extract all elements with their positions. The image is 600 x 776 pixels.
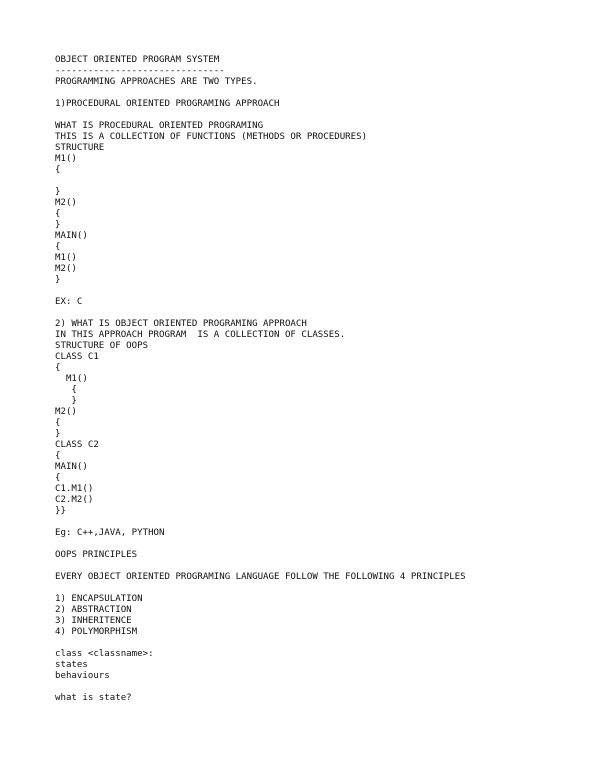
- code-line: }: [55, 275, 61, 285]
- code-line: M1(): [55, 154, 77, 164]
- blank-line: [55, 110, 585, 121]
- document-body: [55, 55, 585, 704]
- blank-line: [55, 682, 585, 693]
- blank-line: [55, 88, 585, 99]
- code-line: CLASS C2: [55, 440, 99, 450]
- code-line: {: [55, 363, 61, 373]
- code-line: }: [55, 220, 61, 230]
- code-line: class <classname>:: [55, 649, 154, 659]
- code-line: M2(): [55, 264, 77, 274]
- blank-line: [55, 539, 585, 550]
- text-line: IN THIS APPROACH PROGRAM IS A COLLECTION OF CLASSES.: [55, 330, 346, 340]
- list-item: 1) ENCAPSULATION: [55, 594, 143, 604]
- blank-line: [55, 517, 585, 528]
- code-line: M2(): [55, 407, 77, 417]
- section-heading-oop: 2) WHAT IS OBJECT ORIENTED PROGRAMING APPROACH: [55, 319, 307, 329]
- doc-title: OBJECT ORIENTED PROGRAM SYSTEM: [55, 55, 220, 65]
- code-line: {: [55, 209, 61, 219]
- list-item: 2) ABSTRACTION: [55, 605, 132, 615]
- text-line: PROGRAMMING APPROACHES ARE TWO TYPES.: [55, 77, 258, 87]
- code-line: C1.M1(): [55, 484, 94, 494]
- code-line: MAIN(): [55, 231, 88, 241]
- blank-line: [55, 561, 585, 572]
- code-line: }}: [55, 506, 66, 516]
- blank-line: [55, 583, 585, 594]
- text-line: EVERY OBJECT ORIENTED PROGRAMING LANGUAGE FOLLOW THE FOLLOWING 4 PRINCIPLES: [55, 572, 466, 582]
- code-line: CLASS C1: [55, 352, 99, 362]
- section-heading-principles: OOPS PRINCIPLES: [55, 550, 138, 560]
- text-line: THIS IS A COLLECTION OF FUNCTIONS (METHODS OR PROCEDURES): [55, 132, 368, 142]
- text-line: what is state?: [55, 693, 132, 703]
- text-line: STRUCTURE OF OOPS: [55, 341, 149, 351]
- code-line: }: [55, 396, 77, 406]
- code-line: {: [55, 242, 61, 252]
- code-line: {: [55, 165, 61, 175]
- code-line: }: [55, 429, 61, 439]
- code-line: states: [55, 660, 88, 670]
- code-line: MAIN(): [55, 462, 88, 472]
- code-line: M1(): [55, 253, 77, 263]
- section-heading-procedural: 1)PROCEDURAL ORIENTED PROGRAMING APPROACH: [55, 99, 280, 109]
- list-item: 3) INHERITENCE: [55, 616, 132, 626]
- code-line: {: [55, 473, 61, 483]
- code-line: {: [55, 385, 77, 395]
- code-line: M1(): [55, 374, 88, 384]
- code-line: behaviours: [55, 671, 110, 681]
- code-line: M2(): [55, 198, 77, 208]
- blank-line: [55, 176, 585, 187]
- blank-line: [55, 286, 585, 297]
- blank-line: [55, 308, 585, 319]
- text-line: Eg: C++,JAVA, PYTHON: [55, 528, 165, 538]
- text-line: STRUCTURE: [55, 143, 105, 153]
- code-line: C2.M2(): [55, 495, 94, 505]
- list-item: 4) POLYMORPHISM: [55, 627, 138, 637]
- title-underline: -------------------------------: [55, 66, 225, 76]
- text-line: WHAT IS PROCEDURAL ORIENTED PROGRAMING: [55, 121, 264, 131]
- code-line: }: [55, 187, 61, 197]
- text-line: EX: C: [55, 297, 83, 307]
- blank-line: [55, 638, 585, 649]
- code-line: {: [55, 451, 61, 461]
- code-line: {: [55, 418, 61, 428]
